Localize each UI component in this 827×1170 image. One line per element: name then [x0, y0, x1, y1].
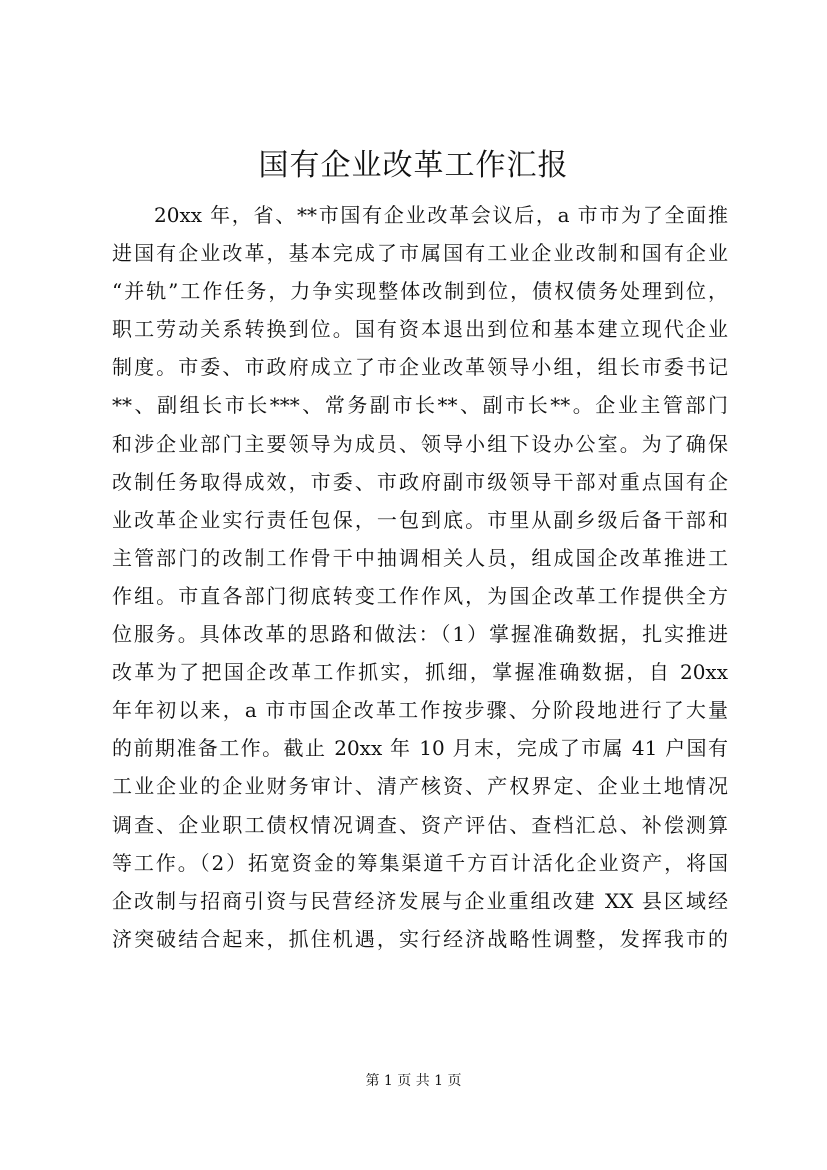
body-line: 20xx 年，省、**市国有企业改革会议后，a 市市为了全面推: [154, 203, 728, 227]
body-line: 济突破结合起来，抓住机遇，实行经济战略性调整，发挥我市的: [112, 926, 728, 951]
body-line: 企改制与招商引资与民营经济发展与企业重组改建 XX 县区域经: [112, 888, 728, 913]
body-line: 工业企业的企业财务审计、清产核资、产权界定、企业土地情况: [112, 774, 728, 799]
body-line: 职工劳动关系转换到位。国有资本退出到位和基本建立现代企业: [112, 317, 728, 342]
page-footer: 第 1 页 共 1 页: [365, 1073, 462, 1089]
body-line: 改革为了把国企改革工作抓实，抓细，掌握准确数据，自 20xx: [112, 660, 728, 685]
body-line: 的前期准备工作。截止 20xx 年 10 月末，完成了市属 41 户国有: [112, 736, 728, 761]
body-line: 改制任务取得成效，市委、市政府副市级领导干部对重点国有企: [112, 469, 728, 494]
body-line: 主管部门的改制工作骨干中抽调相关人员，组成国企改革推进工: [112, 545, 728, 570]
document-title: 国有企业改革工作汇报: [258, 148, 569, 183]
body-line: 和涉企业部门主要领导为成员、领导小组下设办公室。为了确保: [112, 431, 728, 456]
body-line: 年年初以来，a 市市国企改革工作按步骤、分阶段地进行了大量: [112, 698, 728, 723]
body-line: 业改革企业实行责任包保，一包到底。市里从副乡级后备干部和: [112, 507, 728, 532]
body-line: 进国有企业改革，基本完成了市属国有工业企业改制和国有企业: [112, 241, 728, 266]
body-line: **、副组长市长***、常务副市长**、副市长**。企业主管部门: [112, 393, 728, 418]
document-body: [112, 196, 728, 958]
body-line: 位服务。具体改革的思路和做法：（1）掌握准确数据，扎实推进: [112, 622, 728, 647]
body-line: 调查、企业职工债权情况调查、资产评估、查档汇总、补偿测算: [112, 812, 728, 837]
body-line: “并轨”工作任务，力争实现整体改制到位，债权债务处理到位，: [112, 279, 728, 304]
body-line: 等工作。（2）拓宽资金的筹集渠道千方百计活化企业资产，将国: [112, 850, 728, 875]
body-line: 制度。市委、市政府成立了市企业改革领导小组，组长市委书记: [112, 355, 728, 380]
body-line: 作组。市直各部门彻底转变工作作风，为国企改革工作提供全方: [112, 583, 728, 608]
